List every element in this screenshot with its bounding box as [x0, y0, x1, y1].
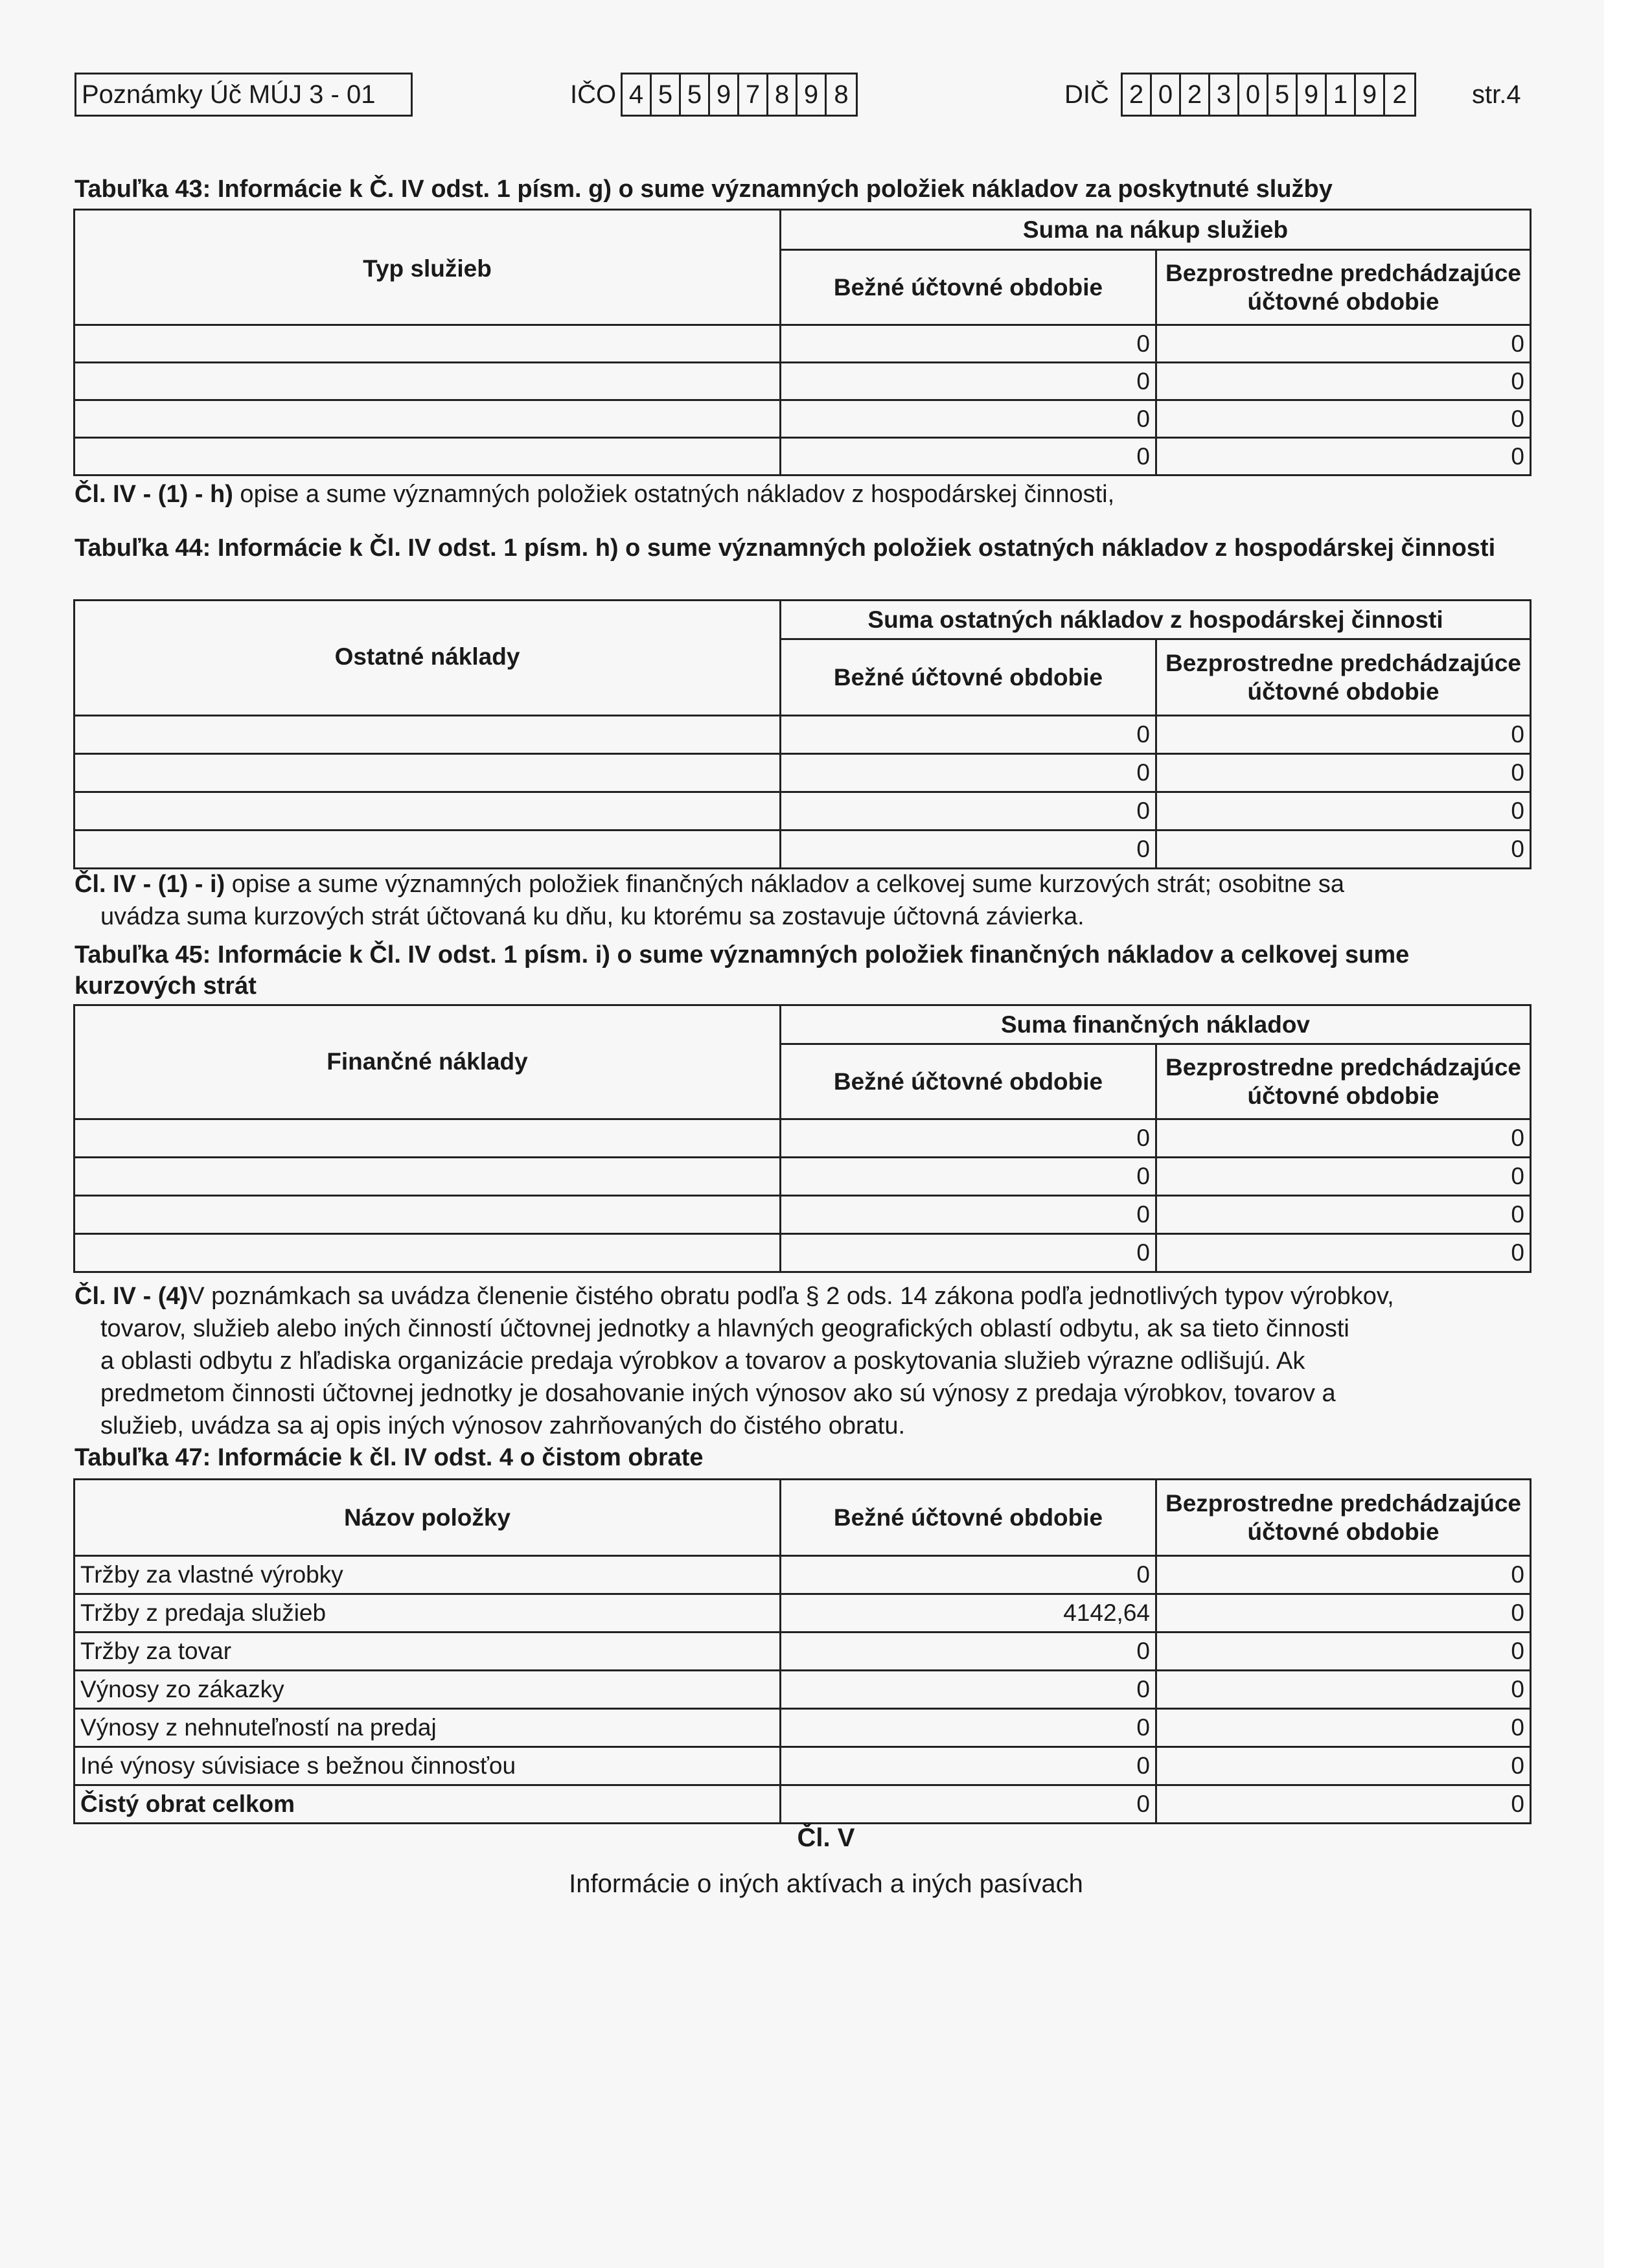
- cell-current: 0: [781, 400, 1156, 438]
- table-row: [75, 400, 1531, 438]
- dic-digit: 0: [1152, 74, 1181, 115]
- cell-current: 0: [781, 1196, 1156, 1234]
- cell-name: [75, 1234, 781, 1272]
- column-header: Bežné účtovné obdobie: [781, 639, 1156, 716]
- cell-name: Čistý obrat celkom: [75, 1785, 781, 1824]
- cell-previous: 0: [1156, 830, 1531, 869]
- group-header: Suma finančných nákladov: [781, 1005, 1531, 1044]
- table-row: [75, 1747, 1531, 1785]
- ico-digit: 9: [710, 74, 739, 115]
- cell-name: [75, 363, 781, 400]
- table-row: [75, 1709, 1531, 1747]
- cell-name: Tržby za vlastné výrobky: [75, 1556, 781, 1594]
- cell-previous: 0: [1156, 1119, 1531, 1158]
- cell-previous: 0: [1156, 1234, 1531, 1272]
- cell-previous: 0: [1156, 1196, 1531, 1234]
- cell-current: 0: [781, 1709, 1156, 1747]
- ico-digit: 5: [681, 74, 710, 115]
- table-44: [73, 599, 1532, 869]
- cell-name: Tržby z predaja služieb: [75, 1594, 781, 1632]
- dic-digit: 2: [1181, 74, 1210, 115]
- cell-name: [75, 438, 781, 475]
- cell-current: 0: [781, 1119, 1156, 1158]
- cell-previous: 0: [1156, 792, 1531, 830]
- ico-digit: 9: [797, 74, 827, 115]
- table-row-total: [75, 1785, 1531, 1824]
- cell-previous: 0: [1156, 716, 1531, 754]
- page-number: str.4: [1472, 80, 1521, 109]
- form-name-box: [75, 73, 413, 117]
- cell-previous: 0: [1156, 1671, 1531, 1709]
- ico-label: IČO: [570, 80, 617, 109]
- table-43-title: Tabuľka 43: Informácie k Č. IV odst. 1 písm. g) o sume významných položiek nákladov za poskytnuté služby: [75, 176, 1333, 203]
- table-row: [75, 325, 1531, 363]
- cell-name: [75, 716, 781, 754]
- note-h-head: Čl. IV - (1) - h): [75, 481, 233, 508]
- cell-current: 0: [781, 716, 1156, 754]
- table-row: [75, 716, 1531, 754]
- table-row: [75, 792, 1531, 830]
- column-header: Bežné účtovné obdobie: [781, 1480, 1156, 1556]
- column-header: Bezprostredne predchádzajúce účtovné obdobie: [1156, 639, 1531, 716]
- cell-name: [75, 400, 781, 438]
- note-4-line1: V poznámkach sa uvádza členenie čistého obratu podľa § 2 ods. 14 zákona podľa jednotlivých typov výrobkov,: [188, 1283, 1394, 1310]
- table-row: [75, 1594, 1531, 1632]
- section-heading: Čl. V: [797, 1824, 855, 1852]
- cell-current: 0: [781, 1556, 1156, 1594]
- table-row: [75, 1234, 1531, 1272]
- table-row: [75, 363, 1531, 400]
- ico-digit: 4: [623, 74, 652, 115]
- cell-previous: 0: [1156, 1785, 1531, 1824]
- table-47: [73, 1478, 1532, 1824]
- column-header: Typ služieb: [75, 210, 781, 325]
- cell-current: 0: [781, 438, 1156, 475]
- dic-digit: 3: [1210, 74, 1239, 115]
- cell-current: 0: [781, 830, 1156, 869]
- cell-name: [75, 1158, 781, 1196]
- cell-previous: 0: [1156, 1709, 1531, 1747]
- column-header: Finančné náklady: [75, 1005, 781, 1119]
- note-4-line5: služieb, uvádza sa aj opis iných výnosov zahrňovaných do čistého obratu.: [100, 1412, 906, 1439]
- form-name: Poznámky Úč MÚJ 3 - 01: [82, 80, 376, 109]
- cell-name: [75, 1119, 781, 1158]
- note-h-text: opise a sume významných položiek ostatných nákladov z hospodárskej činnosti,: [233, 481, 1115, 508]
- dic-label: DIČ: [1064, 80, 1109, 109]
- table-47-title: Tabuľka 47: Informácie k čl. IV odst. 4 o čistom obrate: [75, 1444, 704, 1471]
- note-4: [75, 1280, 1545, 1442]
- group-header: Suma na nákup služieb: [781, 210, 1531, 250]
- cell-previous: 0: [1156, 1594, 1531, 1632]
- cell-current: 0: [781, 1234, 1156, 1272]
- ico-digits: [621, 73, 858, 117]
- cell-previous: 0: [1156, 1158, 1531, 1196]
- table-row: [75, 1119, 1531, 1158]
- cell-previous: 0: [1156, 363, 1531, 400]
- cell-previous: 0: [1156, 1556, 1531, 1594]
- cell-name: Iné výnosy súvisiace s bežnou činnosťou: [75, 1747, 781, 1785]
- ico-digit: 7: [739, 74, 768, 115]
- column-header: Názov položky: [75, 1480, 781, 1556]
- column-header: Ostatné náklady: [75, 601, 781, 716]
- column-header: Bezprostredne predchádzajúce účtovné obdobie: [1156, 250, 1531, 325]
- cell-current: 0: [781, 1671, 1156, 1709]
- table-45-title: Tabuľka 45: Informácie k Čl. IV odst. 1 písm. i) o sume významných položiek finančných nákladov a celkovej sume kurzových strát: [75, 941, 1410, 1000]
- cell-current: 0: [781, 1747, 1156, 1785]
- cell-name: Výnosy z nehnuteľností na predaj: [75, 1709, 781, 1747]
- cell-name: [75, 792, 781, 830]
- dic-digit: 5: [1268, 74, 1298, 115]
- group-header: Suma ostatných nákladov z hospodárskej činnosti: [781, 601, 1531, 639]
- cell-name: [75, 1196, 781, 1234]
- scan-margin: [1604, 0, 1652, 2268]
- table-row: [75, 1556, 1531, 1594]
- dic-digit: 2: [1123, 74, 1152, 115]
- table-44-title: Tabuľka 44: Informácie k Čl. IV odst. 1 písm. h) o sume významných položiek ostatných nákladov z hospodárskej činnosti: [75, 534, 1496, 562]
- note-4-head: Čl. IV - (4): [75, 1283, 189, 1310]
- note-4-line4: predmetom činnosti účtovnej jednotky je dosahovanie iných výnosov ako sú výnosy z predaja výrobkov, tovarov a: [100, 1380, 1336, 1407]
- table-43: [73, 209, 1532, 476]
- table-row: [75, 1158, 1531, 1196]
- cell-previous: 0: [1156, 1632, 1531, 1671]
- ico-digit: 8: [834, 80, 849, 109]
- cell-current: 4142,64: [781, 1594, 1156, 1632]
- note-i-head: Čl. IV - (1) - i): [75, 871, 225, 898]
- dic-digit: 2: [1392, 80, 1407, 109]
- dic-digit: 9: [1298, 74, 1327, 115]
- cell-previous: 0: [1156, 754, 1531, 792]
- dic-digit: 9: [1356, 74, 1385, 115]
- cell-current: 0: [781, 754, 1156, 792]
- cell-name: Výnosy zo zákazky: [75, 1671, 781, 1709]
- cell-name: [75, 830, 781, 869]
- dic-digits: [1121, 73, 1416, 117]
- cell-current: 0: [781, 363, 1156, 400]
- cell-name: [75, 325, 781, 363]
- ico-digit: 5: [652, 74, 681, 115]
- cell-name: Tržby za tovar: [75, 1632, 781, 1671]
- column-header: Bezprostredne predchádzajúce účtovné obdobie: [1156, 1480, 1531, 1556]
- table-row: [75, 438, 1531, 475]
- cell-previous: 0: [1156, 325, 1531, 363]
- note-i-line2: uvádza suma kurzových strát účtovaná ku dňu, ku ktorému sa zostavuje účtovná závierka.: [100, 903, 1084, 930]
- note-i-line1: opise a sume významných položiek finančných nákladov a celkovej sume kurzových strát; osobitne sa: [231, 871, 1344, 898]
- table-row: [75, 1196, 1531, 1234]
- table-row: [75, 830, 1531, 869]
- cell-current: 0: [781, 1158, 1156, 1196]
- ico-digit: 8: [768, 74, 797, 115]
- cell-previous: 0: [1156, 1747, 1531, 1785]
- cell-previous: 0: [1156, 438, 1531, 475]
- section-subtitle: Informácie o iných aktívach a iných pasívach: [569, 1870, 1083, 1898]
- table-row: [75, 1632, 1531, 1671]
- cell-current: 0: [781, 325, 1156, 363]
- note-i: [75, 868, 1545, 933]
- column-header: Bezprostredne predchádzajúce účtovné obdobie: [1156, 1044, 1531, 1119]
- cell-name: [75, 754, 781, 792]
- dic-digit: 0: [1239, 74, 1268, 115]
- table-row: [75, 754, 1531, 792]
- cell-current: 0: [781, 1785, 1156, 1824]
- cell-current: 0: [781, 792, 1156, 830]
- note-4-line3: a oblasti odbytu z hľadiska organizácie predaja výrobkov a tovarov a poskytovania služieb výrazne odlišujú. Ak: [100, 1347, 1305, 1375]
- note-4-line2: tovarov, služieb alebo iných činností účtovnej jednotky a hlavných geografických oblastí odbytu, ak sa tieto činnosti: [100, 1315, 1349, 1342]
- column-header: Bežné účtovné obdobie: [781, 1044, 1156, 1119]
- note-h: [75, 478, 1545, 510]
- column-header: Bežné účtovné obdobie: [781, 250, 1156, 325]
- dic-digit: 1: [1327, 74, 1356, 115]
- cell-current: 0: [781, 1632, 1156, 1671]
- table-45: [73, 1004, 1532, 1273]
- table-row: [75, 1671, 1531, 1709]
- cell-previous: 0: [1156, 400, 1531, 438]
